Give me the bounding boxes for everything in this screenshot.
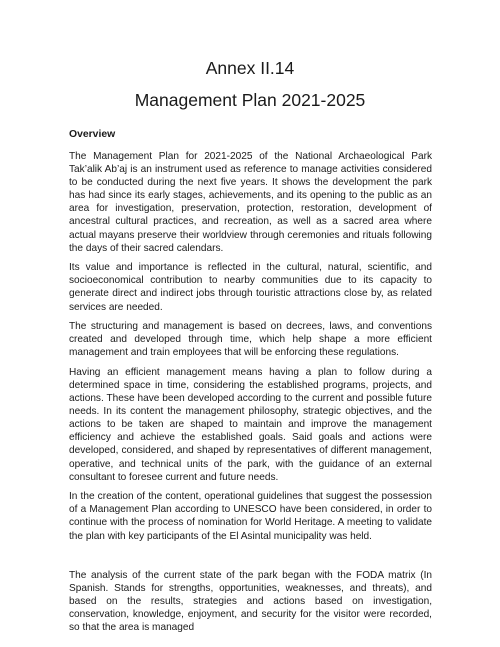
body-text bbox=[69, 150, 432, 641]
paragraph: Having an efficient management means having a plan to follow during a determined space in time, considering the established programs, projects, and actions. These have been developed according to the current and possible future needs. In its content the management philosophy, strategic objectives, and the actions to be taken are shaped to maintain and improve the management efficiency and achieve the established goals. Said goals and actions were developed, considered, and shaped by representatives of different management, operative, and technical units of the park, with the guidance of an external consultant to foresee current and future needs. bbox=[69, 366, 432, 483]
section-heading: Overview bbox=[69, 129, 116, 140]
paragraph: The Management Plan for 2021-2025 of the National Archaeological Park Tak’alik Ab’aj is an instrument used as reference to manage activities considered to be conducted during the next five years. It shows the development the park has had since its early stages, achievements, and its opening to the public as an area for investigation, preservation, protection, restoration, development of ancestral cultural practices, and recreation, as well as a sacred area where actual mayans preserve their worldview through ceremonies and rituals following the days of their sacred calendars. bbox=[69, 151, 432, 254]
document-title: Management Plan 2021-2025 bbox=[134, 90, 366, 110]
annex-label: Annex II.14 bbox=[205, 58, 295, 78]
paragraph: Its value and importance is reflected in the cultural, natural, scientific, and socioeconomical contribution to nearby communities due to its capacity to generate direct and indirect jobs through touristic attractions close by, as related services are needed. bbox=[69, 262, 432, 313]
paragraph: The analysis of the current state of the park began with the FODA matrix (In Spanish. Stands for strengths, opportunities, weaknesses, and threats), and based on the results, strategies and actions based on investigation, conservation, knowledge, enjoyment, and security for the visitor were recorded, so that the area is managed bbox=[69, 569, 432, 633]
paragraph: The structuring and management is based on decrees, laws, and conventions created and developed through time, which help shape a more efficient management and train employees that will be enforcing these regulations. bbox=[69, 321, 432, 359]
paragraph: In the creation of the content, operational guidelines that suggest the possession of a Management Plan according to UNESCO have been considered, in order to continue with the process of nomination for World Heritage. A meeting to validate the plan with key participants of the El Asintal municipality was held. bbox=[69, 491, 432, 542]
